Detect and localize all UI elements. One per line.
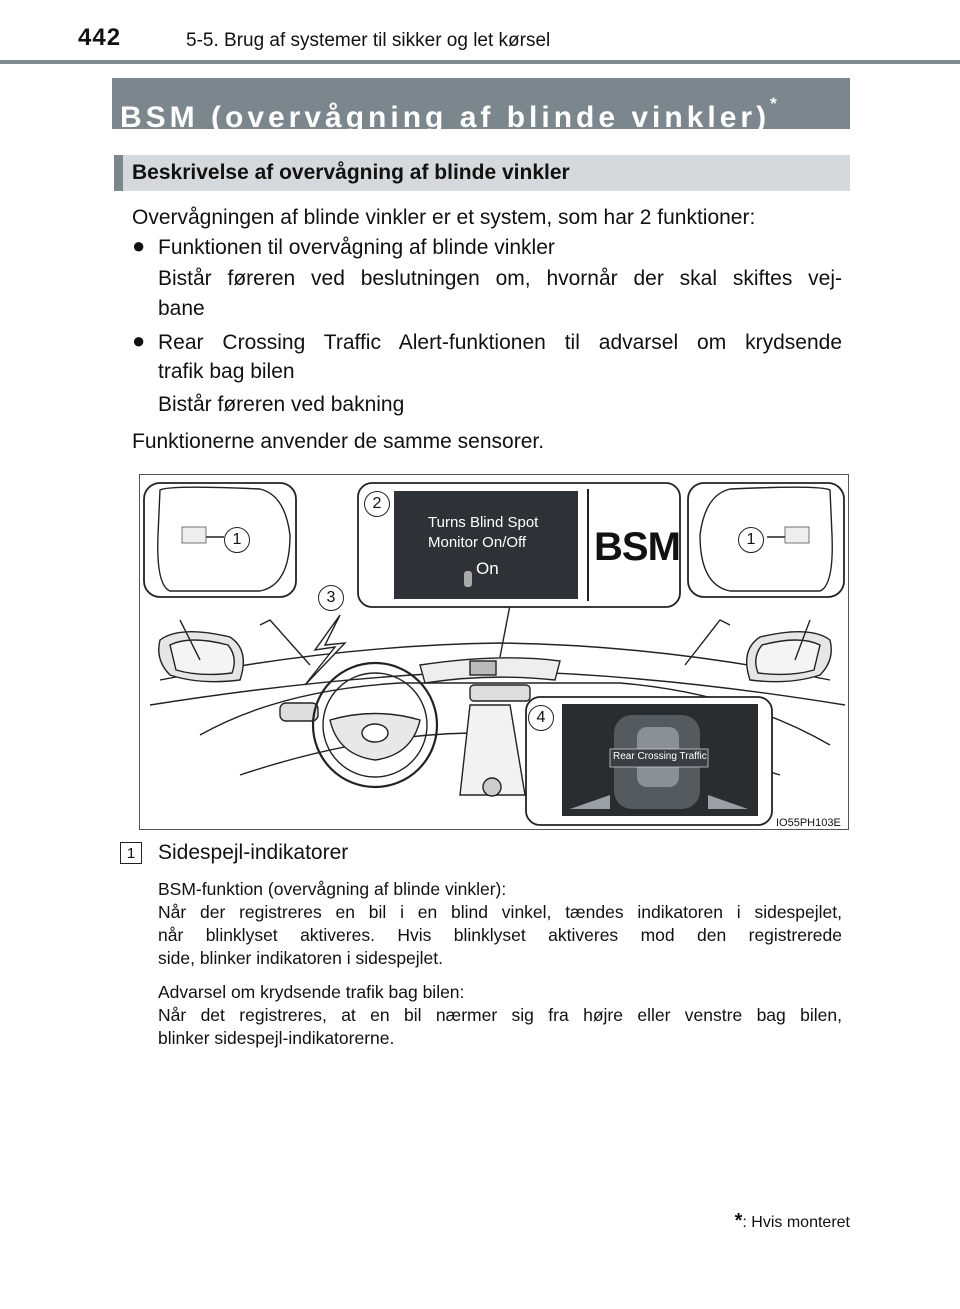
bullet-2-desc: Bistår føreren ved bakning [158,393,405,416]
section-title: BSM (overvågning af blinde vinkler) [120,101,771,134]
subsection-title: Beskrivelse af overvågning af blinde vinkler [114,155,850,191]
callout-3: 3 [318,585,344,611]
callout-1-left: 1 [224,527,250,553]
legend-p1-line4: side, blinker indikatoren i sidespejlet. [158,948,444,968]
page-number: 442 [78,24,122,51]
legend-p1-line3: når blinklyset aktiveres. Hvis blinklyset aktiveres mod den registrerede [158,925,842,945]
legend-p2-line3: blinker sidespejl-indikatorerne. [158,1028,395,1048]
section-title-bar [112,78,850,134]
bullet-1-title: Funktionen til overvågning af blinde vinkler [158,236,555,259]
screen-line-1: Turns Blind Spot [428,514,539,531]
mirror-indicator-icon-left [182,527,206,543]
legend-number: 1 [120,842,142,864]
bullet-2-symbol: ● [132,328,146,353]
bullet-2-title-line1: Rear Crossing Traffic Alert-funktionen til advarsel om krydsende [158,331,842,354]
callout-4: 4 [528,705,554,731]
bsm-illustration [139,474,849,830]
callout-1-right: 1 [738,527,764,553]
bullet-1-desc-line2: bane [158,297,205,320]
chapter-heading: 5-5. Brug af systemer til sikker og let kørsel [186,30,551,51]
bsm-label: BSM [594,525,680,569]
rcta-label: Rear Crossing Traffic [613,751,707,762]
screen-line-2: Monitor On/Off [428,534,527,551]
mirror-indicator-icon-right [785,527,809,543]
bullet-2-title-line2: trafik bag bilen [158,360,295,383]
legend-p1-line2: Når der registreres en bil i en blind vinkel, tændes indikatoren i sidespejlet, [158,902,842,922]
legend-p2-line2: Når det registreres, at en bil nærmer sig fra højre eller venstre bag bilen, [158,1005,842,1025]
callout-2: 2 [364,491,390,517]
legend-p1-line1: BSM-funktion (overvågning af blinde vinkler): [158,879,507,899]
figure-code: IO55PH103E [776,817,841,829]
intro-text: Overvågningen af blinde vinkler er et system, som har 2 funktioner: [132,206,756,229]
section-title-mark: * [770,94,777,113]
footnote-text: : Hvis monteret [742,1214,850,1231]
legend-p2-line1: Advarsel om krydsende trafik bag bilen: [158,982,465,1002]
footnote-mark: * [734,1210,743,1232]
header-rule [0,60,960,64]
legend-label: Sidespejl-indikatorer [158,841,349,864]
bullet-1-desc-line1: Bistår føreren ved beslutningen om, hvornår der skal skiftes vej- [158,267,842,290]
outro-text: Funktionerne anvender de samme sensorer. [132,430,545,453]
bullet-1-symbol: ● [132,233,146,258]
screen-on-label: On [476,559,499,578]
footnote [735,1210,850,1233]
